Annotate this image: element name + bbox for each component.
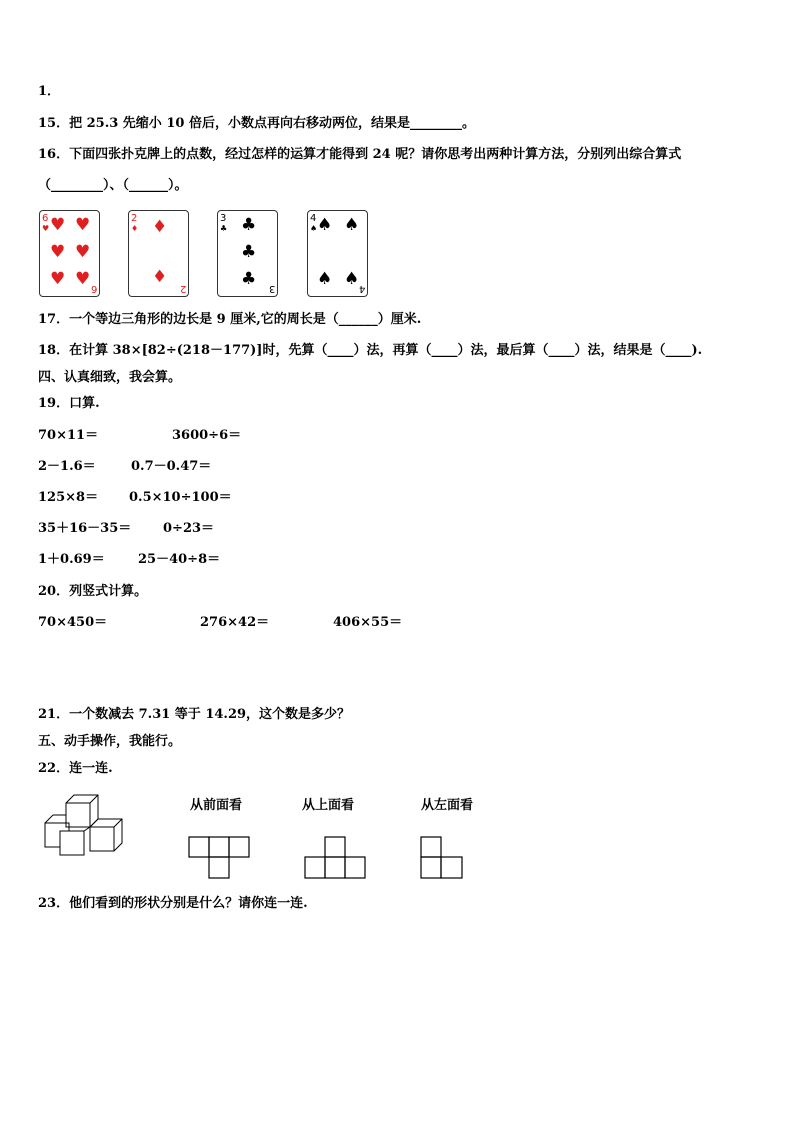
shape-option-2 bbox=[304, 836, 366, 880]
question-16-line1: 16．下面四张扑克牌上的点数，经过怎样的运算才能得到 24 呢？请你思考出两种计算方法，分别列出综合算式 bbox=[38, 147, 682, 162]
card-six-of-hearts bbox=[39, 210, 100, 297]
spade-icon: ♠ bbox=[317, 215, 333, 235]
question-20: 20．列竖式计算。 bbox=[38, 584, 148, 599]
card-four-of-spades bbox=[307, 210, 368, 297]
card-rank: 4 bbox=[310, 213, 317, 224]
card-rank: 3 bbox=[268, 283, 275, 294]
card-rank: 4 bbox=[358, 283, 365, 294]
heart-icon: ♥ bbox=[75, 215, 91, 235]
cube-stack-figure bbox=[44, 793, 139, 859]
question-18: 18．在计算 38×[82÷(218－177)]时，先算（____）法，再算（____）法，最后算（____）法，结果是（____). bbox=[38, 343, 703, 358]
playing-cards bbox=[39, 210, 379, 298]
heart-icon: ♥ bbox=[50, 242, 66, 262]
diamond-icon: ♦ bbox=[152, 267, 168, 287]
shape-option-3 bbox=[420, 836, 464, 880]
question-partial: 1． bbox=[38, 84, 61, 99]
question-16-line2: （________）、（______）。 bbox=[38, 178, 188, 193]
oral-item: 35＋16－35＝ bbox=[38, 521, 132, 536]
card-rank: 3 bbox=[220, 213, 227, 224]
diamond-icon: ♦ bbox=[131, 224, 139, 233]
oral-item: 70×11＝ bbox=[38, 428, 99, 443]
oral-item: 2－1.6＝ bbox=[38, 459, 96, 474]
section-5-heading: 五、动手操作，我能行。 bbox=[38, 734, 182, 749]
question-17: 17．一个等边三角形的边长是 9 厘米,它的周长是（______）厘米. bbox=[38, 312, 422, 327]
oral-item: 1＋0.69＝ bbox=[38, 552, 105, 567]
spade-icon: ♠ bbox=[344, 215, 360, 235]
card-rank: 2 bbox=[179, 283, 186, 294]
heart-icon: ♥ bbox=[50, 269, 66, 289]
vertical-item: 70×450＝ bbox=[38, 615, 108, 630]
section-4-heading: 四、认真细致，我会算。 bbox=[38, 370, 182, 385]
heart-icon: ♥ bbox=[42, 224, 50, 233]
view-label-front: 从前面看 bbox=[190, 798, 243, 813]
spade-icon: ♠ bbox=[310, 224, 318, 233]
view-label-left: 从左面看 bbox=[421, 798, 474, 813]
card-rank: 6 bbox=[90, 283, 97, 294]
club-icon: ♣ bbox=[241, 215, 257, 235]
question-15: 15．把 25.3 先缩小 10 倍后，小数点再向右移动两位，结果是________。 bbox=[38, 116, 475, 131]
oral-item: 3600÷6＝ bbox=[172, 428, 242, 443]
question-23: 23．他们看到的形状分别是什么？请你连一连. bbox=[38, 896, 308, 911]
club-icon: ♣ bbox=[220, 224, 228, 233]
oral-item: 0÷23＝ bbox=[163, 521, 215, 536]
diamond-icon: ♦ bbox=[152, 217, 168, 237]
oral-item: 0.5×10÷100＝ bbox=[129, 490, 232, 505]
heart-icon: ♥ bbox=[75, 242, 91, 262]
view-label-top: 从上面看 bbox=[302, 798, 355, 813]
card-rank: 6 bbox=[42, 213, 49, 224]
question-22: 22．连一连. bbox=[38, 761, 113, 776]
card-rank: 2 bbox=[131, 213, 138, 224]
vertical-item: 276×42＝ bbox=[200, 615, 270, 630]
card-three-of-clubs bbox=[217, 210, 278, 297]
vertical-item: 406×55＝ bbox=[333, 615, 403, 630]
card-two-of-diamonds bbox=[128, 210, 189, 297]
oral-item: 125×8＝ bbox=[38, 490, 99, 505]
spade-icon: ♠ bbox=[344, 269, 360, 289]
spade-icon: ♠ bbox=[317, 269, 333, 289]
shape-option-1 bbox=[188, 836, 250, 880]
heart-icon: ♥ bbox=[50, 215, 66, 235]
heart-icon: ♥ bbox=[75, 269, 91, 289]
question-21: 21．一个数减去 7.31 等于 14.29，这个数是多少？ bbox=[38, 707, 351, 722]
question-19: 19．口算. bbox=[38, 396, 100, 411]
oral-item: 25－40÷8＝ bbox=[138, 552, 221, 567]
club-icon: ♣ bbox=[241, 269, 257, 289]
oral-item: 0.7－0.47＝ bbox=[131, 459, 212, 474]
club-icon: ♣ bbox=[241, 242, 257, 262]
